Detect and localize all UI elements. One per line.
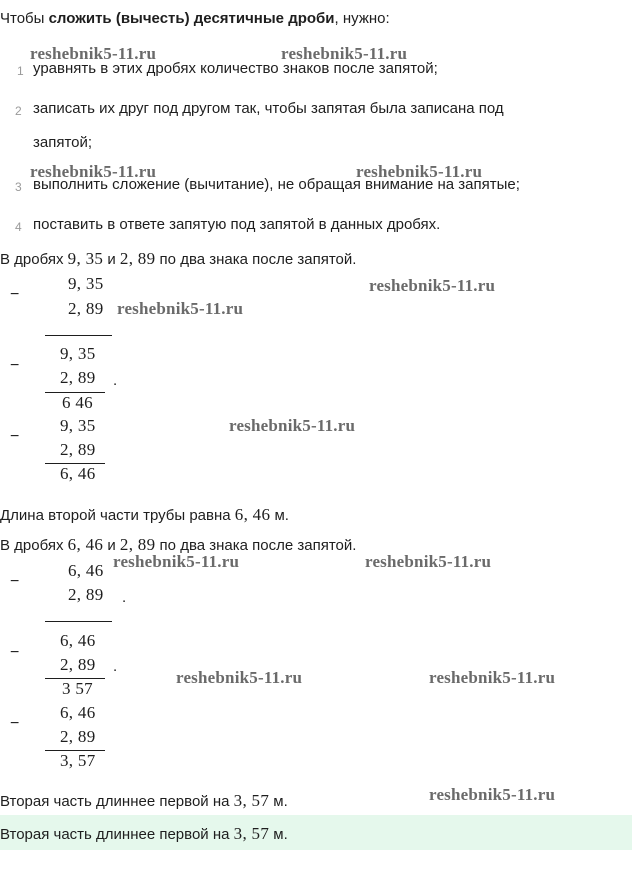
- watermark: reshebnik5-11.ru: [356, 162, 483, 181]
- difference: 3 57: [62, 679, 93, 698]
- minus-sign: −: [10, 357, 20, 374]
- sum-line: [45, 621, 112, 622]
- watermark: reshebnik5-11.ru: [429, 785, 556, 804]
- answer-text: Вторая часть длиннее первой на 3, 57 м.: [0, 824, 288, 843]
- minus-sign: −: [10, 573, 20, 590]
- step-text: поставить в ответе запятую под запятой в данных дробях.: [33, 216, 441, 233]
- watermark: reshebnik5-11.ru: [281, 44, 408, 63]
- minuend: 6, 46: [60, 703, 96, 722]
- fractions-sentence: В дробях 6, 46 и 2, 89 по два знака после запятой.: [0, 535, 357, 554]
- result-sentence: Вторая часть длиннее первой на 3, 57 м.: [0, 791, 288, 810]
- watermark: reshebnik5-11.ru: [229, 416, 356, 435]
- sum-line: [45, 335, 112, 336]
- minuend: 9, 35: [60, 416, 96, 435]
- watermark: reshebnik5-11.ru: [429, 668, 556, 687]
- watermark: reshebnik5-11.ru: [30, 162, 157, 181]
- watermark: reshebnik5-11.ru: [365, 552, 492, 571]
- intro-bold: сложить (вычесть) десятичные дроби: [48, 10, 335, 27]
- subtrahend: 2, 89: [68, 585, 104, 604]
- trailing-dot: .: [113, 372, 118, 389]
- trailing-dot: .: [113, 658, 118, 675]
- minus-sign: −: [10, 428, 20, 445]
- watermark: reshebnik5-11.ru: [30, 44, 157, 63]
- step-text: запятой;: [33, 134, 93, 151]
- step-number: 3: [15, 180, 22, 194]
- minuend: 9, 35: [68, 274, 104, 293]
- minus-sign: −: [10, 644, 20, 661]
- watermark: reshebnik5-11.ru: [369, 276, 496, 295]
- subtrahend: 2, 89: [60, 655, 96, 674]
- minus-sign: −: [10, 715, 20, 732]
- intro-text: Чтобы сложить (вычесть) десятичные дроби, нужно:: [0, 10, 390, 27]
- step-text: выполнить сложение (вычитание), не обращая внимание на запятые;: [33, 176, 520, 193]
- subtrahend: 2, 89: [60, 440, 96, 459]
- difference: 6, 46: [60, 464, 96, 483]
- step-text: записать их друг под другом так, чтобы запятая была записана под: [33, 100, 504, 117]
- subtrahend: 2, 89: [60, 727, 96, 746]
- difference: 3, 57: [60, 751, 96, 770]
- step-number: 1: [17, 64, 24, 78]
- watermark: reshebnik5-11.ru: [113, 552, 240, 571]
- minuend: 6, 46: [68, 561, 104, 580]
- difference: 6 46: [62, 393, 93, 412]
- step-text: уравнять в этих дробях количество знаков после запятой;: [33, 60, 438, 77]
- minus-sign: −: [10, 286, 20, 303]
- minuend: 9, 35: [60, 344, 96, 363]
- fractions-sentence: В дробях 9, 35 и 2, 89 по два знака после запятой.: [0, 249, 357, 268]
- subtrahend: 2, 89: [68, 299, 104, 318]
- watermark: reshebnik5-11.ru: [117, 299, 244, 318]
- subtrahend: 2, 89: [60, 368, 96, 387]
- step-number: 4: [15, 220, 22, 234]
- watermark: reshebnik5-11.ru: [176, 668, 303, 687]
- trailing-dot: .: [122, 589, 127, 606]
- result-sentence: Длина второй части трубы равна 6, 46 м.: [0, 505, 289, 524]
- step-number: 2: [15, 104, 22, 118]
- minuend: 6, 46: [60, 631, 96, 650]
